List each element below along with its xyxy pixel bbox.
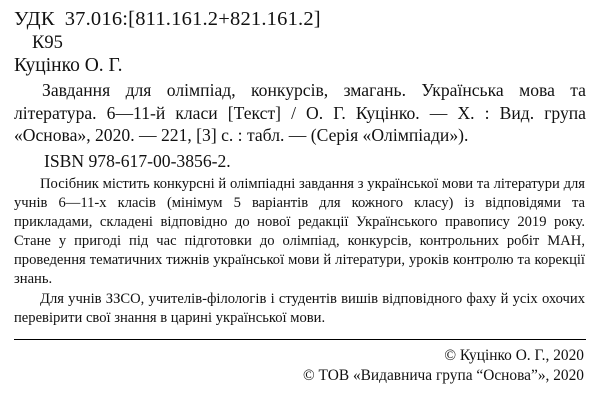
annotation-paragraph-1: Посібник містить конкурсні й олімпіадні завдання з української мови та літератури для учнів 6—11-х класів (мінімум 5 варіантів для кожного класу) із відповідями та прикладами, складені відповідно до нової редакції Українського правопису 2019 року. Стане у пригоді під час підготовки до олімпіад, конкурсів, контрольних робіт МАН, проведення тематичних тижнів української мови й літератури, уроків контролю та корекції знань. <box>14 176 585 287</box>
udk-label: УДК <box>14 8 55 30</box>
annotation-paragraph-2: Для учнів ЗЗСО, учителів-філологів і студентів вишів відповідного фаху й усіх охочих перевірити свої знання в царині української мови. <box>14 291 585 327</box>
bibliographic-citation: Завдання для олімпіад, конкурсів, змагань. Українська мова та література. 6—11-й класи [Текст] / О. Г. Куцінко. — Х. : Вид. група «Основа», 2020. — 221, [3] с. : табл. — (Серія «Олімпіади»). <box>14 80 586 146</box>
divider-rule <box>14 339 586 340</box>
udk-line <box>14 8 586 32</box>
isbn-line: ISBN 978-617-00-3856-2. <box>44 151 231 172</box>
shelf-mark: К95 <box>32 32 63 53</box>
copyright-author: © Куцінко О. Г., 2020 <box>444 347 584 365</box>
udk-code: 37.016:[811.161.2+821.161.2] <box>64 8 321 30</box>
copyright-publisher: © ТОВ «Видавнича група “Основа”», 2020 <box>302 367 584 385</box>
author-name: Куцінко О. Г. <box>14 54 123 76</box>
